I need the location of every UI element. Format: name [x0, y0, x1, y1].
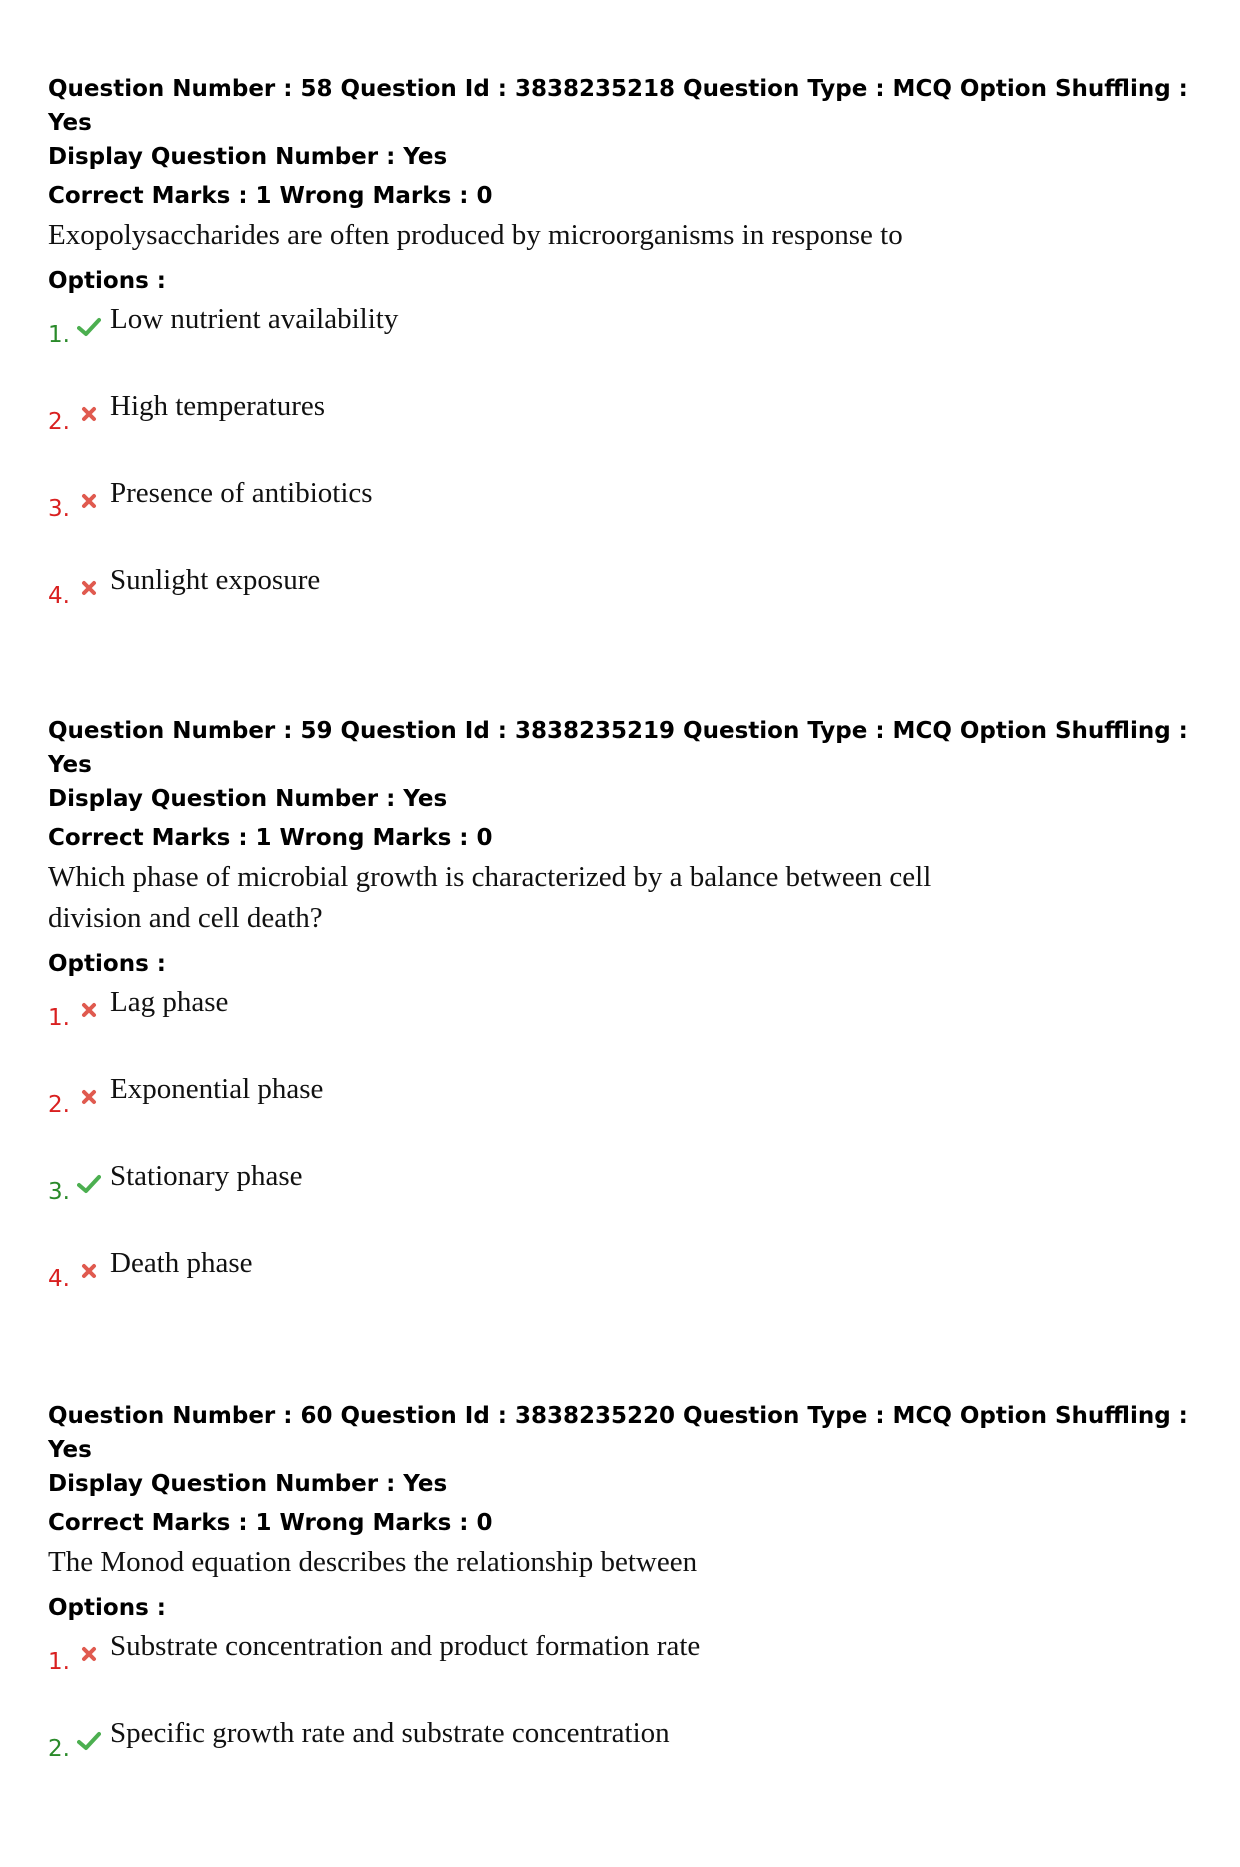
check-icon [77, 312, 101, 342]
option-number: 1. [48, 322, 70, 348]
cross-icon [77, 399, 101, 429]
option-text: Specific growth rate and substrate concentration [110, 1717, 670, 1749]
option-item [48, 472, 1198, 559]
options-list [48, 1625, 1198, 1799]
option-text: Death phase [110, 1247, 253, 1279]
cross-icon [77, 573, 101, 603]
check-icon [77, 1169, 101, 1199]
option-text: Low nutrient availability [110, 303, 399, 335]
option-number: 2. [48, 1736, 70, 1762]
cross-icon [77, 1256, 101, 1286]
question-meta-line: Question Number : 58 Question Id : 3838235218 Question Type : MCQ Option Shuffling : Yes [48, 76, 1188, 136]
check-icon [77, 1726, 101, 1756]
option-number: 1. [48, 1005, 70, 1031]
marks-line: Correct Marks : 1 Wrong Marks : 0 [48, 1510, 493, 1536]
options-label: Options : [48, 268, 166, 294]
option-text: Exponential phase [110, 1073, 324, 1105]
option-number: 3. [48, 1179, 70, 1205]
options-label: Options : [48, 1595, 166, 1621]
question-58 [48, 72, 1198, 646]
question-paper-page [48, 72, 1198, 1867]
option-text: Lag phase [110, 986, 229, 1018]
option-number: 3. [48, 496, 70, 522]
options-label: Options : [48, 951, 166, 977]
question-text: Which phase of microbial growth is characterized by a balance between cell division and cell death? [48, 861, 932, 934]
cross-icon [77, 1639, 101, 1669]
question-meta [48, 72, 1198, 174]
option-text: High temperatures [110, 390, 326, 422]
option-item [48, 1625, 1198, 1712]
question-text: Exopolysaccharides are often produced by microorganisms in response to [48, 219, 903, 251]
display-question-number: Display Question Number : Yes [48, 786, 448, 812]
question-60 [48, 1399, 1198, 1799]
cross-icon [77, 995, 101, 1025]
option-number: 1. [48, 1649, 70, 1675]
option-item [48, 559, 1198, 646]
question-meta [48, 714, 1198, 816]
option-text: Sunlight exposure [110, 564, 321, 596]
question-meta [48, 1399, 1198, 1501]
display-question-number: Display Question Number : Yes [48, 144, 448, 170]
option-number: 2. [48, 1092, 70, 1118]
display-question-number: Display Question Number : Yes [48, 1471, 448, 1497]
question-meta-line: Question Number : 59 Question Id : 3838235219 Question Type : MCQ Option Shuffling : Yes [48, 718, 1188, 778]
options-list [48, 298, 1198, 646]
option-item [48, 1712, 1198, 1799]
marks-line: Correct Marks : 1 Wrong Marks : 0 [48, 825, 493, 851]
option-number: 2. [48, 409, 70, 435]
question-meta-line: Question Number : 60 Question Id : 3838235220 Question Type : MCQ Option Shuffling : Yes [48, 1403, 1188, 1463]
option-text: Stationary phase [110, 1160, 303, 1192]
question-text: The Monod equation describes the relationship between [48, 1546, 698, 1578]
option-number: 4. [48, 1266, 70, 1292]
option-text: Presence of antibiotics [110, 477, 373, 509]
option-item [48, 1068, 1198, 1155]
option-item [48, 981, 1198, 1068]
option-item [48, 1242, 1198, 1329]
question-59 [48, 714, 1198, 1329]
option-number: 4. [48, 583, 70, 609]
cross-icon [77, 1082, 101, 1112]
option-item [48, 1155, 1198, 1242]
option-item [48, 298, 1198, 385]
cross-icon [77, 486, 101, 516]
option-text: Substrate concentration and product formation rate [110, 1630, 701, 1662]
marks-line: Correct Marks : 1 Wrong Marks : 0 [48, 183, 493, 209]
option-item [48, 385, 1198, 472]
options-list [48, 981, 1198, 1329]
